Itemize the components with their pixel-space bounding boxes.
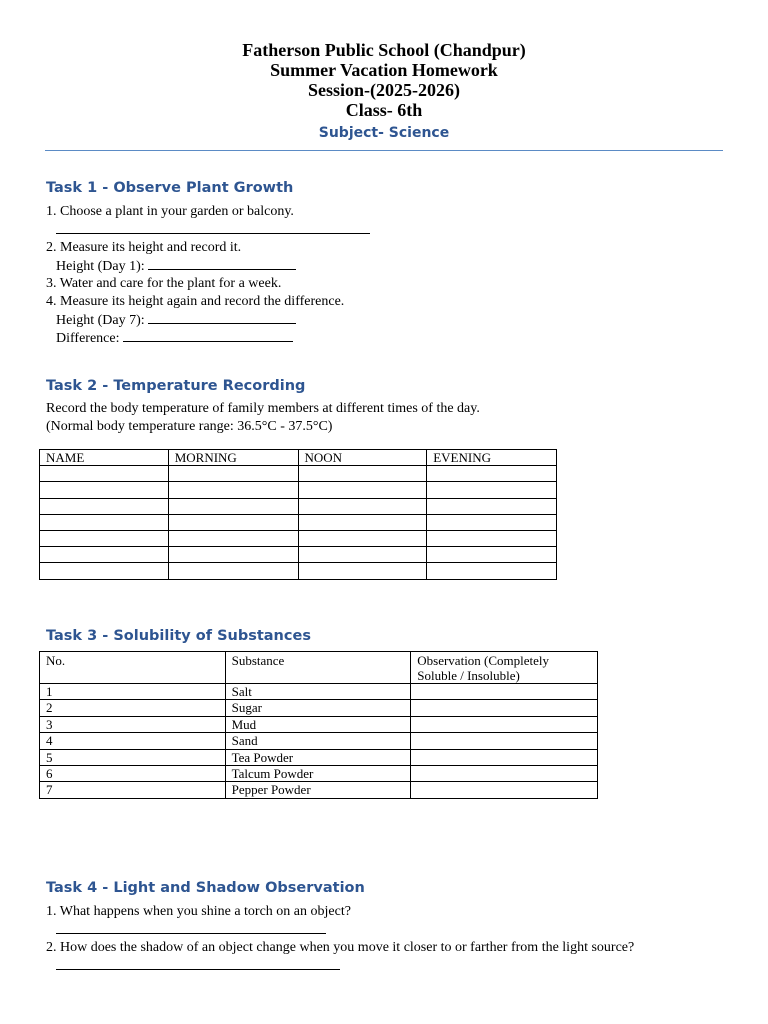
observation-cell[interactable] — [411, 684, 598, 700]
difference-label: Difference: — [56, 331, 120, 346]
substance-name: Mud — [225, 716, 411, 732]
table-header-row — [40, 652, 598, 684]
row-number: 6 — [40, 765, 226, 781]
height-day7-blank[interactable] — [148, 311, 296, 324]
difference-blank[interactable] — [123, 329, 293, 342]
class-line: Class- 6th — [345, 100, 423, 120]
task4-question1: 1. What happens when you shine a torch on an object? — [46, 904, 351, 919]
row-number: 5 — [40, 749, 226, 765]
task4-title: Task 4 - Light and Shadow Observation — [46, 880, 365, 896]
column-header-no: No. — [40, 652, 226, 684]
height-day1-label: Height (Day 1): — [56, 259, 145, 274]
table-cell[interactable] — [427, 563, 557, 579]
column-header-noon: NOON — [298, 450, 427, 466]
table-header-row — [40, 450, 557, 466]
table-cell[interactable] — [298, 563, 427, 579]
task4-question2: 2. How does the shadow of an object change when you move it closer to or farther from the light source? — [46, 940, 635, 955]
table-cell[interactable] — [298, 514, 427, 530]
table-cell[interactable] — [40, 482, 169, 498]
homework-title: Summer Vacation Homework — [270, 60, 498, 80]
column-header-observation: Observation (Completely Soluble / Insoluble) — [411, 652, 598, 684]
table-cell[interactable] — [427, 498, 557, 514]
task2-title: Task 2 - Temperature Recording — [46, 378, 306, 394]
table-cell[interactable] — [168, 530, 298, 546]
table-cell[interactable] — [40, 514, 169, 530]
observation-cell[interactable] — [411, 782, 598, 798]
task4-answer2-line[interactable] — [56, 957, 340, 976]
task1-step4: 4. Measure its height again and record the difference. — [46, 294, 345, 309]
table-cell[interactable] — [427, 466, 557, 482]
table-cell[interactable] — [427, 530, 557, 546]
task2-instruction: Record the body temperature of family members at different times of the day. — [46, 401, 480, 416]
column-header-name: NAME — [40, 450, 169, 466]
task1-step3: 3. Water and care for the plant for a week. — [46, 276, 282, 291]
subject-line: Subject- Science — [318, 125, 450, 141]
table-cell[interactable] — [168, 514, 298, 530]
solubility-table — [39, 651, 598, 799]
table-cell[interactable] — [427, 482, 557, 498]
table-cell[interactable] — [427, 514, 557, 530]
table-row — [40, 514, 557, 530]
table-row — [40, 530, 557, 546]
substance-name: Sugar — [225, 700, 411, 716]
table-row — [40, 684, 598, 700]
table-cell[interactable] — [298, 547, 427, 563]
table-row — [40, 563, 557, 579]
table-cell[interactable] — [168, 498, 298, 514]
substance-name: Pepper Powder — [225, 782, 411, 798]
task2-note: (Normal body temperature range: 36.5°C - 37.5°C) — [46, 419, 333, 434]
table-cell[interactable] — [168, 547, 298, 563]
table-row — [40, 749, 598, 765]
table-cell[interactable] — [168, 563, 298, 579]
row-number: 4 — [40, 733, 226, 749]
task1-height-day1-row — [56, 257, 296, 276]
substance-name: Sand — [225, 733, 411, 749]
observation-cell[interactable] — [411, 716, 598, 732]
table-row — [40, 733, 598, 749]
height-day7-label: Height (Day 7): — [56, 313, 145, 328]
table-cell[interactable] — [298, 466, 427, 482]
height-day1-blank[interactable] — [148, 257, 296, 270]
table-row — [40, 498, 557, 514]
task1-difference-row — [56, 329, 293, 348]
column-header-substance: Substance — [225, 652, 411, 684]
table-row — [40, 466, 557, 482]
table-cell[interactable] — [40, 498, 169, 514]
task4-answer1-line[interactable] — [56, 921, 326, 940]
table-row — [40, 700, 598, 716]
observation-cell[interactable] — [411, 733, 598, 749]
table-cell[interactable] — [298, 530, 427, 546]
row-number: 1 — [40, 684, 226, 700]
table-cell[interactable] — [40, 466, 169, 482]
table-row — [40, 482, 557, 498]
substance-name: Salt — [225, 684, 411, 700]
header-divider — [45, 150, 723, 151]
table-cell[interactable] — [168, 482, 298, 498]
table-cell[interactable] — [298, 482, 427, 498]
column-header-morning: MORNING — [168, 450, 298, 466]
table-cell[interactable] — [40, 563, 169, 579]
temperature-table — [39, 449, 557, 580]
table-row — [40, 547, 557, 563]
row-number: 7 — [40, 782, 226, 798]
observation-cell[interactable] — [411, 749, 598, 765]
observation-cell[interactable] — [411, 700, 598, 716]
table-row — [40, 765, 598, 781]
table-cell[interactable] — [40, 530, 169, 546]
session-line: Session-(2025-2026) — [308, 80, 460, 100]
task1-step2: 2. Measure its height and record it. — [46, 240, 242, 255]
substance-name: Talcum Powder — [225, 765, 411, 781]
task1-step1: 1. Choose a plant in your garden or balcony. — [46, 204, 294, 219]
table-cell[interactable] — [427, 547, 557, 563]
school-name: Fatherson Public School (Chandpur) — [242, 40, 526, 60]
table-cell[interactable] — [40, 547, 169, 563]
column-header-evening: EVENING — [427, 450, 557, 466]
observation-cell[interactable] — [411, 765, 598, 781]
table-cell[interactable] — [298, 498, 427, 514]
table-cell[interactable] — [168, 466, 298, 482]
table-row — [40, 716, 598, 732]
row-number: 2 — [40, 700, 226, 716]
row-number: 3 — [40, 716, 226, 732]
document-header — [0, 40, 768, 142]
table-row — [40, 782, 598, 798]
task3-title: Task 3 - Solubility of Substances — [46, 628, 311, 644]
task1-height-day7-row — [56, 311, 296, 330]
substance-name: Tea Powder — [225, 749, 411, 765]
task1-answer-line[interactable] — [56, 221, 370, 240]
task1-title: Task 1 - Observe Plant Growth — [46, 180, 294, 196]
